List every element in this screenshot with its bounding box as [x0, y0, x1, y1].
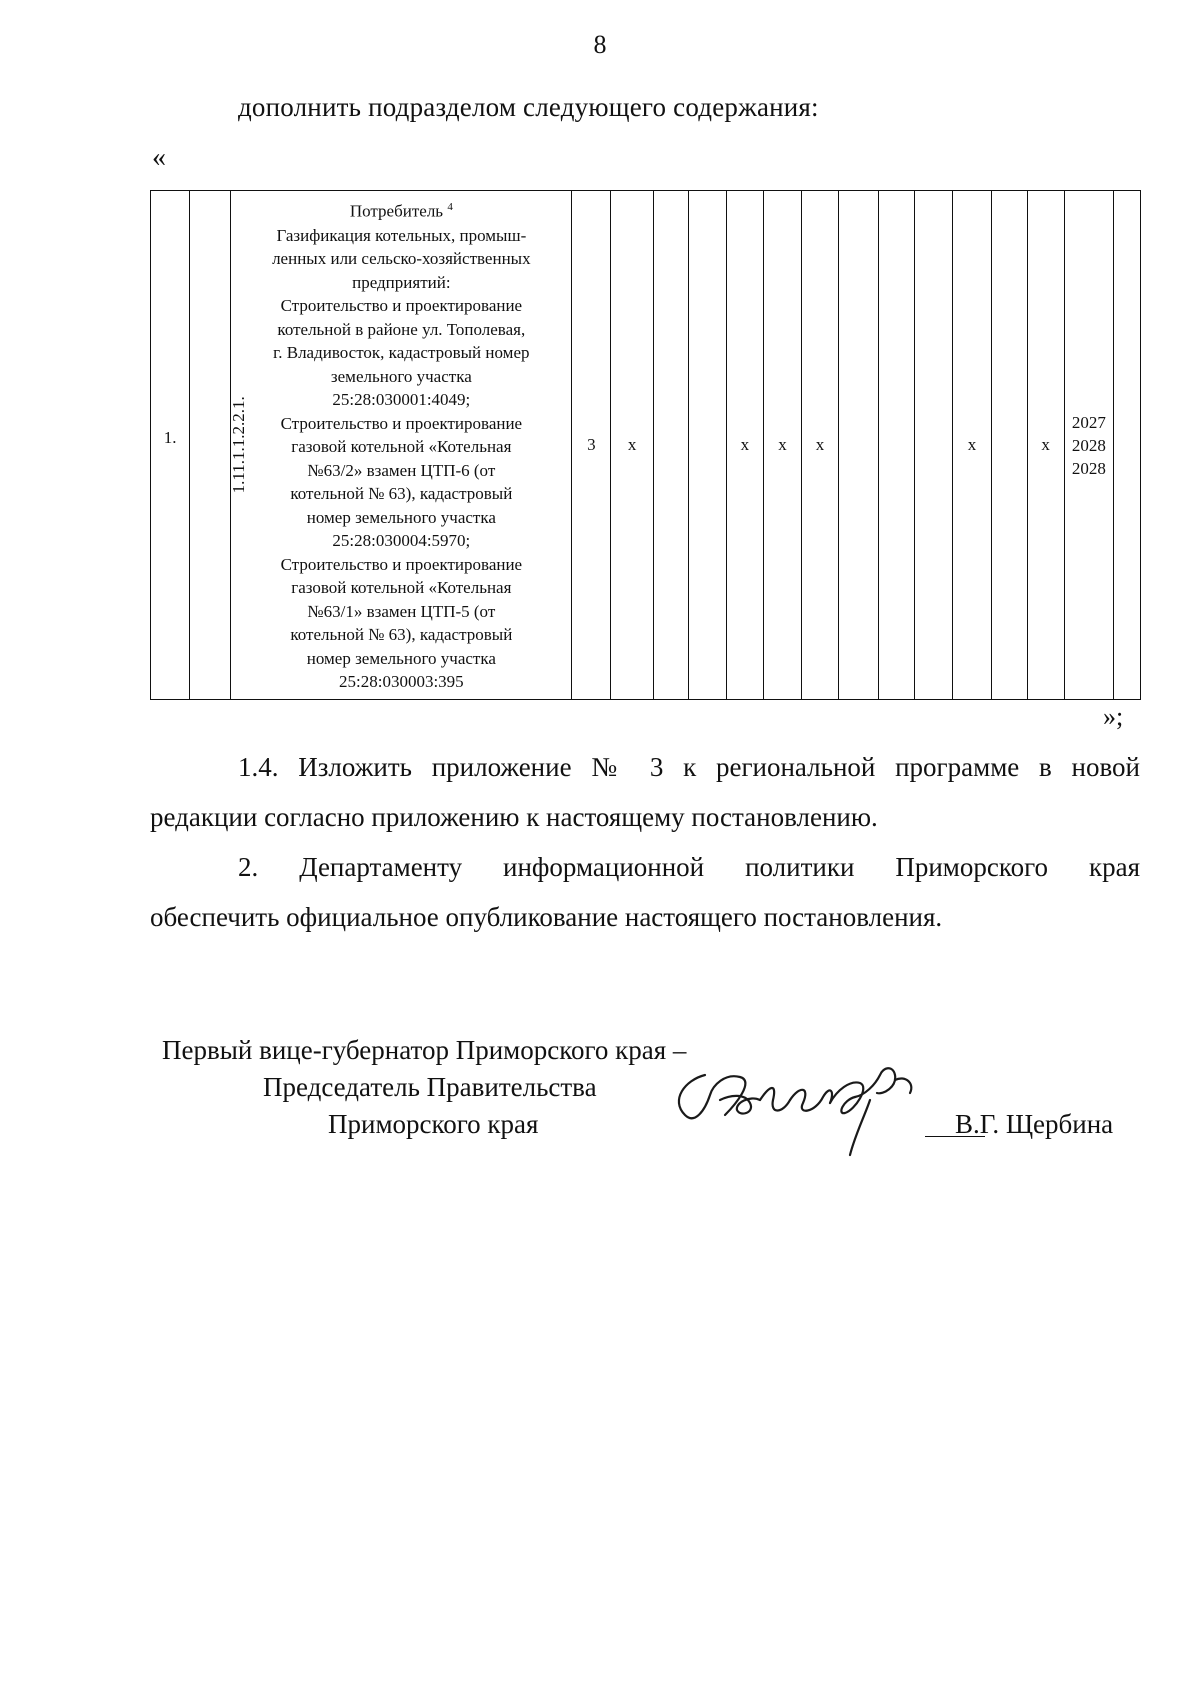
year-value: 2027 [1071, 412, 1106, 432]
table-cell: 3 [572, 191, 611, 700]
description-line: котельной № 63), кадастровый [290, 625, 513, 645]
signatory-name: В.Г. Щербина [955, 1109, 1114, 1139]
description-line: №63/2» взамен ЦТП-6 (от [307, 460, 496, 480]
paragraph-1-4-first-line: 1.4. Изложить приложение № 3 к региональной программе в новой [238, 752, 1140, 782]
table-cell [1114, 191, 1141, 700]
description-line: №63/1» взамен ЦТП-5 (от [307, 601, 496, 621]
table-cell: х [802, 191, 839, 700]
description-line: Строительство и проектирование [280, 554, 523, 574]
description-line: земельного участка [330, 366, 472, 386]
row-code: 1.11.1.1.2.2.1. [228, 396, 248, 494]
table-cell: х [726, 191, 763, 700]
year-value: 2028 [1071, 435, 1106, 455]
description-line: Газификация котельных, промыш- [276, 225, 527, 245]
page-number: 8 [593, 30, 607, 59]
row-number-cell [151, 191, 190, 700]
description-line: номер земельного участка [306, 507, 496, 527]
paragraph-2-first-line: 2. Департаменту информационной политики Приморского края [238, 852, 1140, 882]
close-quote: »; [1103, 702, 1124, 731]
table-cell: х [953, 191, 991, 700]
description-line: Строительство и проектирование [280, 296, 523, 316]
table-cell [653, 191, 688, 700]
description-line: 25:28:030001:4049; [332, 390, 471, 410]
years-cell [1064, 191, 1113, 700]
intro-text: дополнить подразделом следующего содержания: [238, 92, 819, 122]
description-line: котельной в районе ул. Тополевая, [277, 319, 526, 339]
table-cell [879, 191, 915, 700]
table-cell: х [763, 191, 801, 700]
row-number: 1. [163, 428, 177, 448]
signatory-title-line-3: Приморского края [328, 1109, 539, 1139]
description-line: г. Владивосток, кадастровый номер [273, 343, 530, 363]
table-cell: х [1027, 191, 1064, 700]
description-line: номер земельного участка [306, 648, 496, 668]
signatory-title-line-1: Первый вице-губернатор Приморского края – [162, 1035, 687, 1065]
description-line: котельной № 63), кадастровый [290, 484, 513, 504]
table-cell: х [611, 191, 653, 700]
description-line: 25:28:030004:5970; [332, 531, 471, 551]
signatory-title-line-2: Председатель Правительства [263, 1072, 597, 1102]
description-line: предприятий: [352, 272, 451, 292]
description-line: ленных или сельско-хозяйственных [272, 249, 531, 269]
program-table [150, 190, 1141, 700]
footnote-mark: 4 [447, 201, 453, 214]
description-line: газовой котельной «Котельная [291, 437, 512, 457]
paragraph-2-rest: обеспечить официальное опубликование настоящего постановления. [150, 902, 943, 932]
description-line: газовой котельной «Котельная [291, 578, 512, 598]
description-cell [231, 191, 572, 700]
open-quote: « [152, 142, 166, 173]
table-row [151, 191, 1141, 700]
description-line: Строительство и проектирование [280, 413, 523, 433]
table-cell [991, 191, 1027, 700]
code-cell [190, 191, 248, 700]
table-cell [839, 191, 879, 700]
paragraph-1-4 [150, 742, 1140, 842]
description-line: 25:28:030003:395 [339, 672, 464, 692]
description-line-consumer: Потребитель $^4$ [349, 201, 453, 222]
table-cell [915, 191, 953, 700]
paragraph-1-4-rest: редакции согласно приложению к настоящему постановлению. [150, 802, 878, 832]
handwritten-signature [665, 1055, 945, 1165]
paragraph-2 [150, 842, 1140, 942]
year-value: 2028 [1071, 458, 1106, 478]
table-cell [688, 191, 726, 700]
